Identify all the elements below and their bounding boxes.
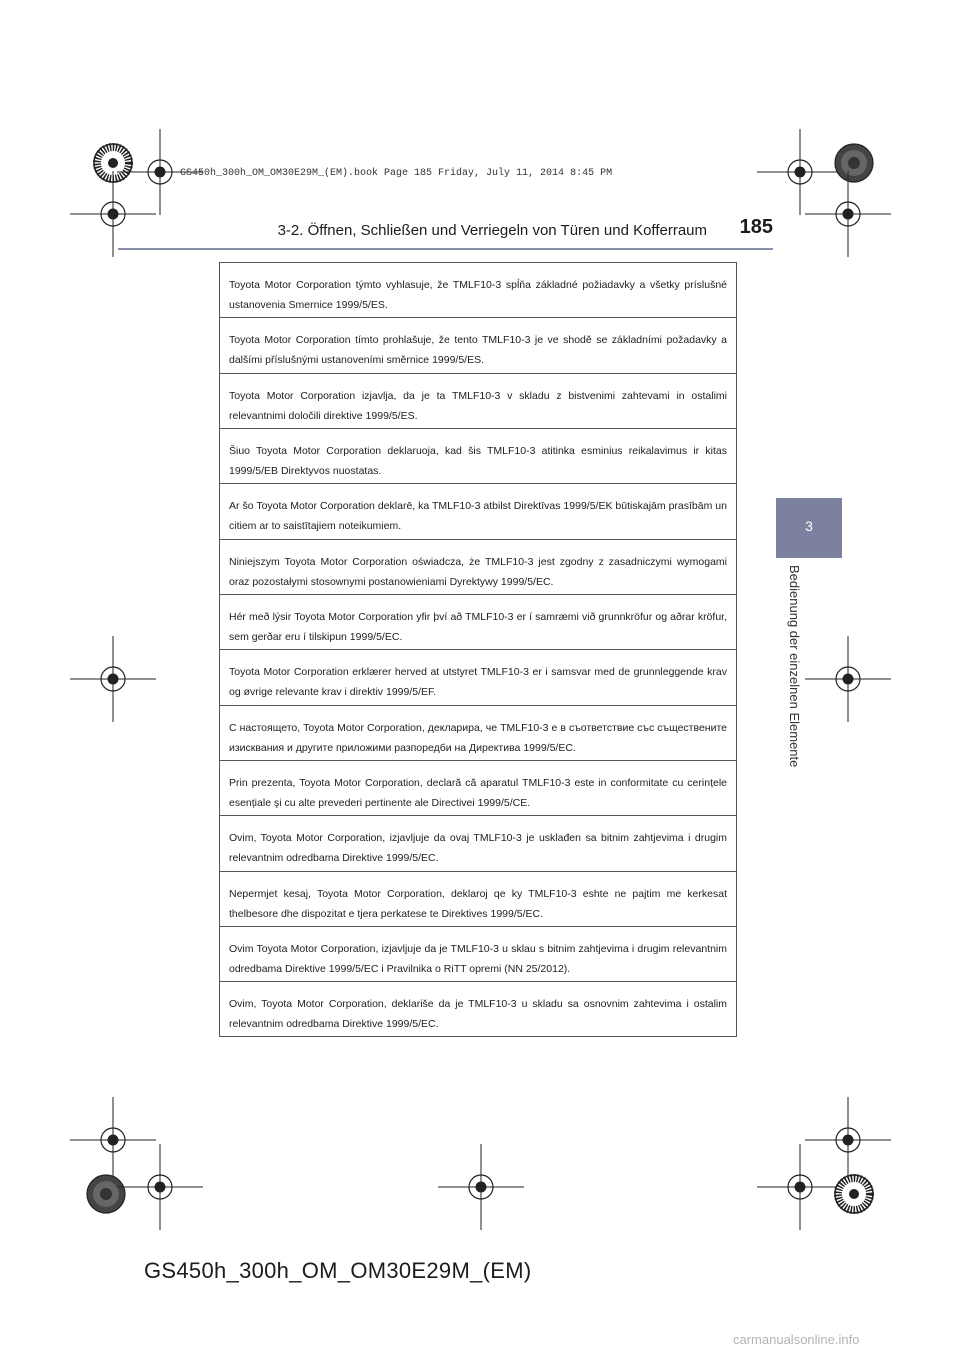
crosshair-icon [87, 1175, 125, 1213]
declaration-row: Prin prezenta, Toyota Motor Corporation, declară că aparatul TMLF10-3 este in conformitate cu cerințele esențiale şi cu alte prevederi pertinente ale Directivei 1999/5/CE. [220, 761, 736, 816]
declaration-row: Hér með lýsir Toyota Motor Corporation yfir því að TMLF10-3 er í samræmi við grunnkröfur og aðrar kröfur, sem gerðar eru í tilskipun 1999/5/EC. [220, 595, 736, 650]
declaration-row: Toyota Motor Corporation tímto prohlašuje, že tento TMLF10-3 je ve shodě se základními požadavky a dalšími příslušnými ustanoveními směrnice 1999/5/ES. [220, 318, 736, 373]
declaration-row: Šiuo Toyota Motor Corporation deklaruoja, kad šis TMLF10-3 atitinka esminius reikalavimus ir kitas 1999/5/EB Direktyvos nuostatas. [220, 429, 736, 484]
declaration-row: Ar šo Toyota Motor Corporation deklarē, ka TMLF10-3 atbilst Direktīvas 1999/5/EK būtiskajām prasībām un citiem ar to saistītajiem noteikumiem. [220, 484, 736, 539]
declaration-row: Niniejszym Toyota Motor Corporation oświadcza, że TMLF10-3 jest zgodny z zasadniczymi wymogami oraz pozostałymi stosownymi postanowieniami Dyrektywy 1999/5/EC. [220, 540, 736, 595]
declaration-row: Ovim Toyota Motor Corporation, izjavljuje da je TMLF10-3 u sklau s bitnim zahtjevima i drugim relevantnim odredbama Direktive 1999/5/EC i Pravilnika o RiTT opremi (NN 25/2012). [220, 927, 736, 982]
chapter-number: 3 [805, 518, 813, 534]
page-number: 185 [739, 216, 773, 238]
crosshair-icon [117, 1144, 203, 1230]
declaration-row: Toyota Motor Corporation erklærer herved at utstyret TMLF10-3 er i samsvar med de grunnleggende krav og øvrige relevante krav i direktiv 1999/5/EF. [220, 650, 736, 705]
declaration-row: С настоящето, Toyota Motor Corporation, декларира, че TMLF10-3 е в съответствие със съществените изисквания и другите приложими разпоредби на Директива 1999/5/ЕС. [220, 706, 736, 761]
declaration-row: Toyota Motor Corporation izjavlja, da je ta TMLF10-3 v skladu z bistvenimi zahtevami in ostalimi relevantnimi določili direktive 1999/5/ES. [220, 374, 736, 429]
section-title: 3-2. Öffnen, Schließen und Verriegeln von Türen und Kofferraum [277, 222, 707, 239]
declaration-table [219, 262, 737, 1037]
declaration-row: Toyota Motor Corporation týmto vyhlasuje, že TMLF10-3 spĺňa základné požiadavky a všetky príslušné ustanovenia Smernice 1999/5/ES. [220, 263, 736, 318]
page-header [118, 212, 773, 250]
chapter-title: Bedienung der einzelnen Elemente [787, 565, 802, 768]
declaration-row: Ovim, Toyota Motor Corporation, izjavljuje da ovaj TMLF10-3 je usklađen sa bitnim zahtjevima i drugim relevantnim odredbama Direktive 1999/5/EC. [220, 816, 736, 871]
document-code: GS450h_300h_OM_OM30E29M_(EM) [144, 1258, 532, 1283]
chapter-tab [776, 498, 842, 558]
crosshair-icon [805, 1097, 891, 1183]
crosshair-icon [757, 1144, 843, 1230]
crosshair-icon [70, 1097, 156, 1183]
crosshair-icon [835, 1175, 873, 1213]
declaration-row: Nepermjet kesaj, Toyota Motor Corporation, deklaroj qe ky TMLF10-3 eshte ne pajtim me kerkesat thelbesore dhe dispozitat e tjera perkatese te Direktives 1999/5/EC. [220, 872, 736, 927]
crosshair-icon [757, 129, 843, 215]
declaration-row: Ovim, Toyota Motor Corporation, deklariše da je TMLF10-3 u skladu sa osnovnim zahtevima i ostalim relevantnim odredbama Direktive 1999/5/EC. [229, 998, 727, 1031]
crosshair-icon [70, 636, 156, 722]
book-stamp: GS450h_300h_OM_OM30E29M_(EM).book Page 185 Friday, July 11, 2014 8:45 PM [180, 168, 613, 179]
crosshair-icon [438, 1144, 524, 1230]
crosshair-icon [805, 171, 891, 257]
watermark: carmanualsonline.info [733, 1332, 860, 1347]
crosshair-icon [835, 144, 873, 182]
crosshair-icon [805, 636, 891, 722]
